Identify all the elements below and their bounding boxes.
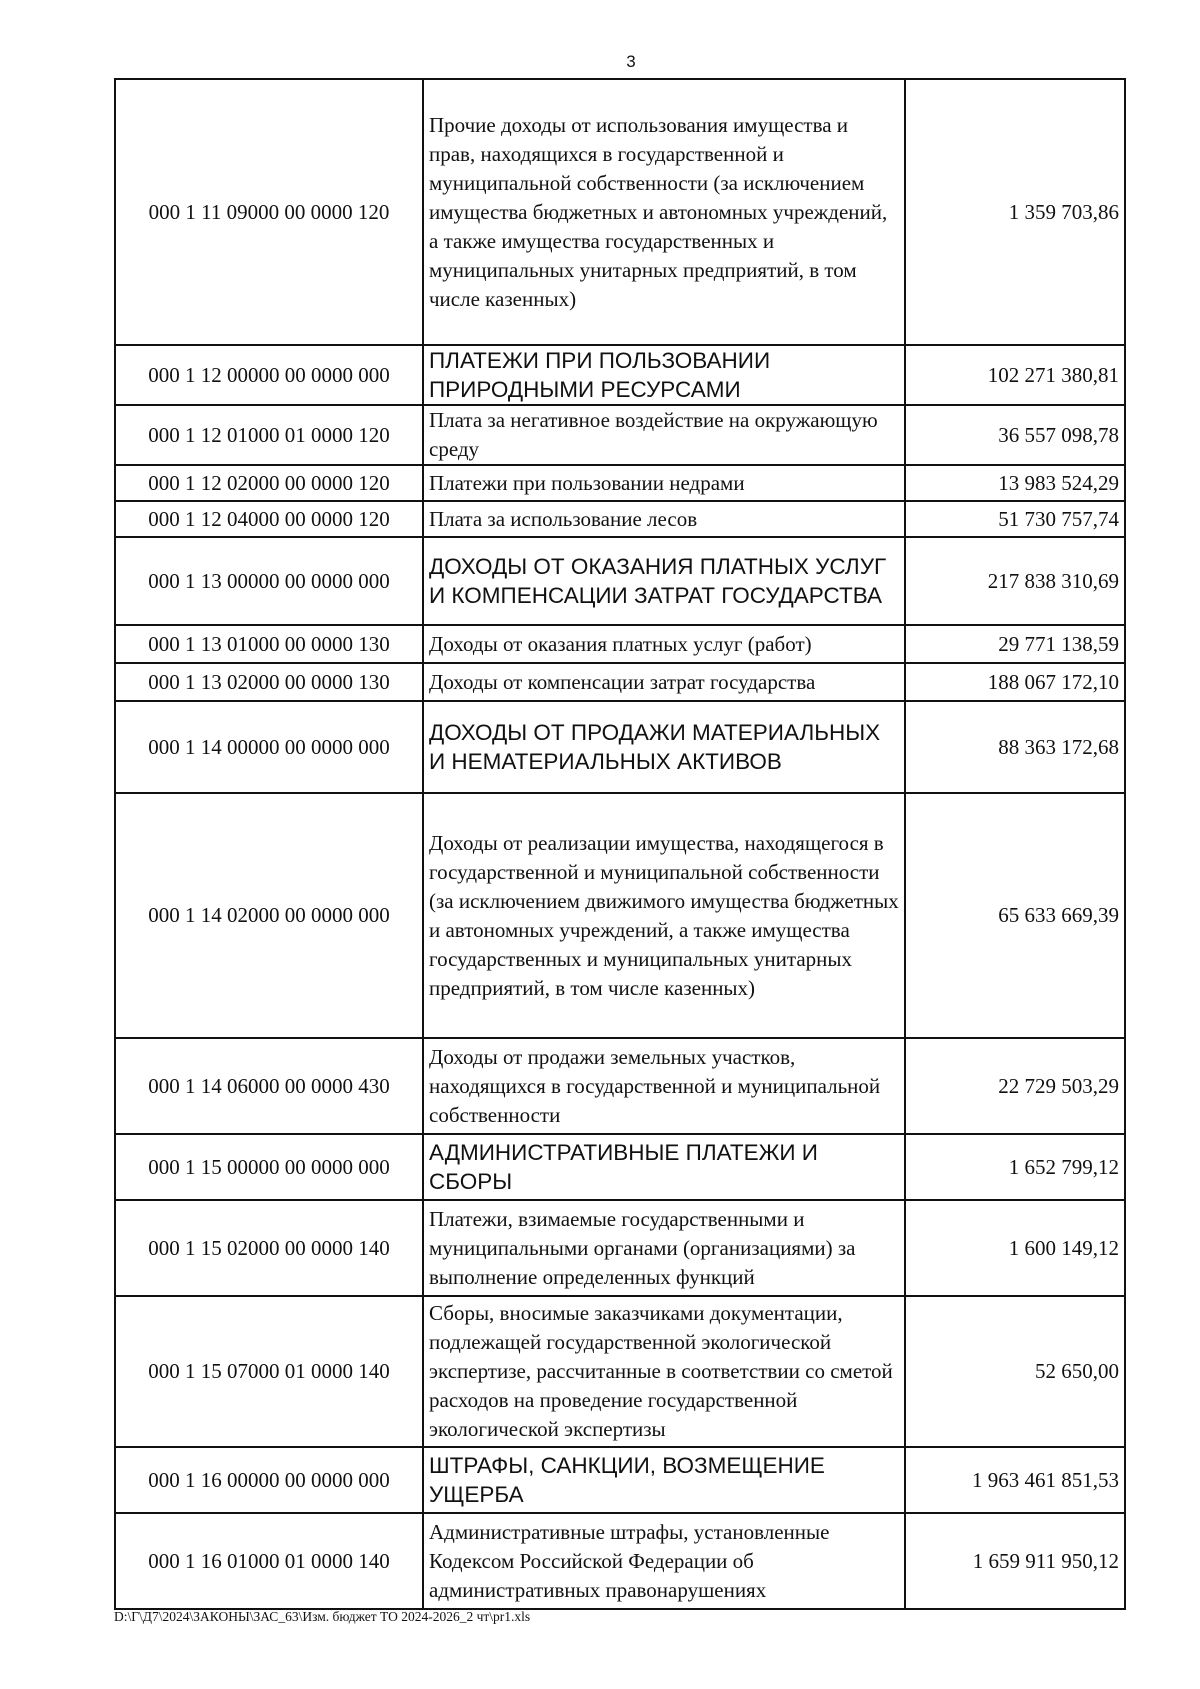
row-name: Платежи при пользовании недрами — [423, 465, 905, 501]
row-code: 000 1 14 06000 00 0000 430 — [115, 1038, 423, 1134]
table-row — [115, 1038, 1125, 1134]
budget-revenue-table — [114, 78, 1126, 1610]
table-row — [115, 465, 1125, 501]
row-amount: 22 729 503,29 — [905, 1038, 1125, 1134]
row-amount: 13 983 524,29 — [905, 465, 1125, 501]
row-name: Плата за использование лесов — [423, 501, 905, 537]
row-amount: 217 838 310,69 — [905, 537, 1125, 625]
row-code: 000 1 15 00000 00 0000 000 — [115, 1134, 423, 1200]
table-row — [115, 701, 1125, 793]
row-amount: 1 652 799,12 — [905, 1134, 1125, 1200]
row-name: Плата за негативное воздействие на окружающую среду — [423, 405, 905, 465]
row-name: Платежи, взимаемые государственными и муниципальными органами (организациями) за выполнение определенных функций — [423, 1200, 905, 1296]
row-code: 000 1 13 02000 00 0000 130 — [115, 663, 423, 701]
page-number: 3 — [626, 52, 636, 71]
row-amount: 1 659 911 950,12 — [905, 1513, 1125, 1609]
row-amount: 29 771 138,59 — [905, 625, 1125, 663]
row-code: 000 1 16 01000 01 0000 140 — [115, 1513, 423, 1609]
row-amount: 102 271 380,81 — [905, 345, 1125, 405]
table-row — [115, 1447, 1125, 1513]
row-code: 000 1 13 00000 00 0000 000 — [115, 537, 423, 625]
row-name: ДОХОДЫ ОТ ПРОДАЖИ МАТЕРИАЛЬНЫХ И НЕМАТЕРИАЛЬНЫХ АКТИВОВ — [423, 701, 905, 793]
table-row — [115, 793, 1125, 1038]
row-code: 000 1 14 00000 00 0000 000 — [115, 701, 423, 793]
table-row — [115, 345, 1125, 405]
table-row — [115, 405, 1125, 465]
table-row — [115, 1513, 1125, 1609]
row-name: Доходы от компенсации затрат государства — [423, 663, 905, 701]
row-amount: 65 633 669,39 — [905, 793, 1125, 1038]
row-amount: 1 963 461 851,53 — [905, 1447, 1125, 1513]
row-code: 000 1 12 01000 01 0000 120 — [115, 405, 423, 465]
row-name: Административные штрафы, установленные Кодексом Российской Федерации об административных правонарушениях — [423, 1513, 905, 1609]
row-code: 000 1 12 00000 00 0000 000 — [115, 345, 423, 405]
row-code: 000 1 12 02000 00 0000 120 — [115, 465, 423, 501]
table-row — [115, 1200, 1125, 1296]
row-amount: 1 359 703,86 — [905, 79, 1125, 345]
row-code: 000 1 12 04000 00 0000 120 — [115, 501, 423, 537]
row-name: Прочие доходы от использования имущества и прав, находящихся в государственной и муниципальной собственности (за исключением имущества бюджетных и автономных учреждений, а также имущества государственных и муниципальных унитарных предприятий, в том числе казенных) — [423, 79, 905, 345]
row-code: 000 1 15 07000 01 0000 140 — [115, 1296, 423, 1447]
row-name: Доходы от продажи земельных участков, находящихся в государственной и муниципальной собственности — [423, 1038, 905, 1134]
table-row — [115, 79, 1125, 345]
row-name: ДОХОДЫ ОТ ОКАЗАНИЯ ПЛАТНЫХ УСЛУГ И КОМПЕНСАЦИИ ЗАТРАТ ГОСУДАРСТВА — [423, 537, 905, 625]
row-amount: 51 730 757,74 — [905, 501, 1125, 537]
row-amount: 188 067 172,10 — [905, 663, 1125, 701]
row-name: Доходы от реализации имущества, находящегося в государственной и муниципальной собственности (за исключением движимого имущества бюджетных и автономных учреждений, а также имущества государственных и муниципальных унитарных предприятий, в том числе казенных) — [423, 793, 905, 1038]
row-name: ПЛАТЕЖИ ПРИ ПОЛЬЗОВАНИИ ПРИРОДНЫМИ РЕСУРСАМИ — [423, 345, 905, 405]
row-amount: 52 650,00 — [905, 1296, 1125, 1447]
row-amount: 88 363 172,68 — [905, 701, 1125, 793]
row-code: 000 1 13 01000 00 0000 130 — [115, 625, 423, 663]
table-row — [115, 501, 1125, 537]
table-row — [115, 1134, 1125, 1200]
row-code: 000 1 15 02000 00 0000 140 — [115, 1200, 423, 1296]
row-code: 000 1 16 00000 00 0000 000 — [115, 1447, 423, 1513]
row-amount: 36 557 098,78 — [905, 405, 1125, 465]
table-row — [115, 537, 1125, 625]
table-row — [115, 1296, 1125, 1447]
row-name: Доходы от оказания платных услуг (работ) — [423, 625, 905, 663]
file-path-footer: D:\Г\Д7\2024\ЗАКОНЫ\ЗАС_63\Изм. бюджет ТО 2024-2026_2 чт\pr1.xls — [114, 1609, 531, 1624]
table-row — [115, 625, 1125, 663]
row-code: 000 1 11 09000 00 0000 120 — [115, 79, 423, 345]
table-row — [115, 663, 1125, 701]
row-amount: 1 600 149,12 — [905, 1200, 1125, 1296]
row-name: АДМИНИСТРАТИВНЫЕ ПЛАТЕЖИ И СБОРЫ — [423, 1134, 905, 1200]
row-name: Сборы, вносимые заказчиками документации, подлежащей государственной экологической экспертизе, рассчитанные в соответствии со сметой расходов на проведение государственной экологической экспертизы — [423, 1296, 905, 1447]
row-name: ШТРАФЫ, САНКЦИИ, ВОЗМЕЩЕНИЕ УЩЕРБА — [423, 1447, 905, 1513]
row-code: 000 1 14 02000 00 0000 000 — [115, 793, 423, 1038]
